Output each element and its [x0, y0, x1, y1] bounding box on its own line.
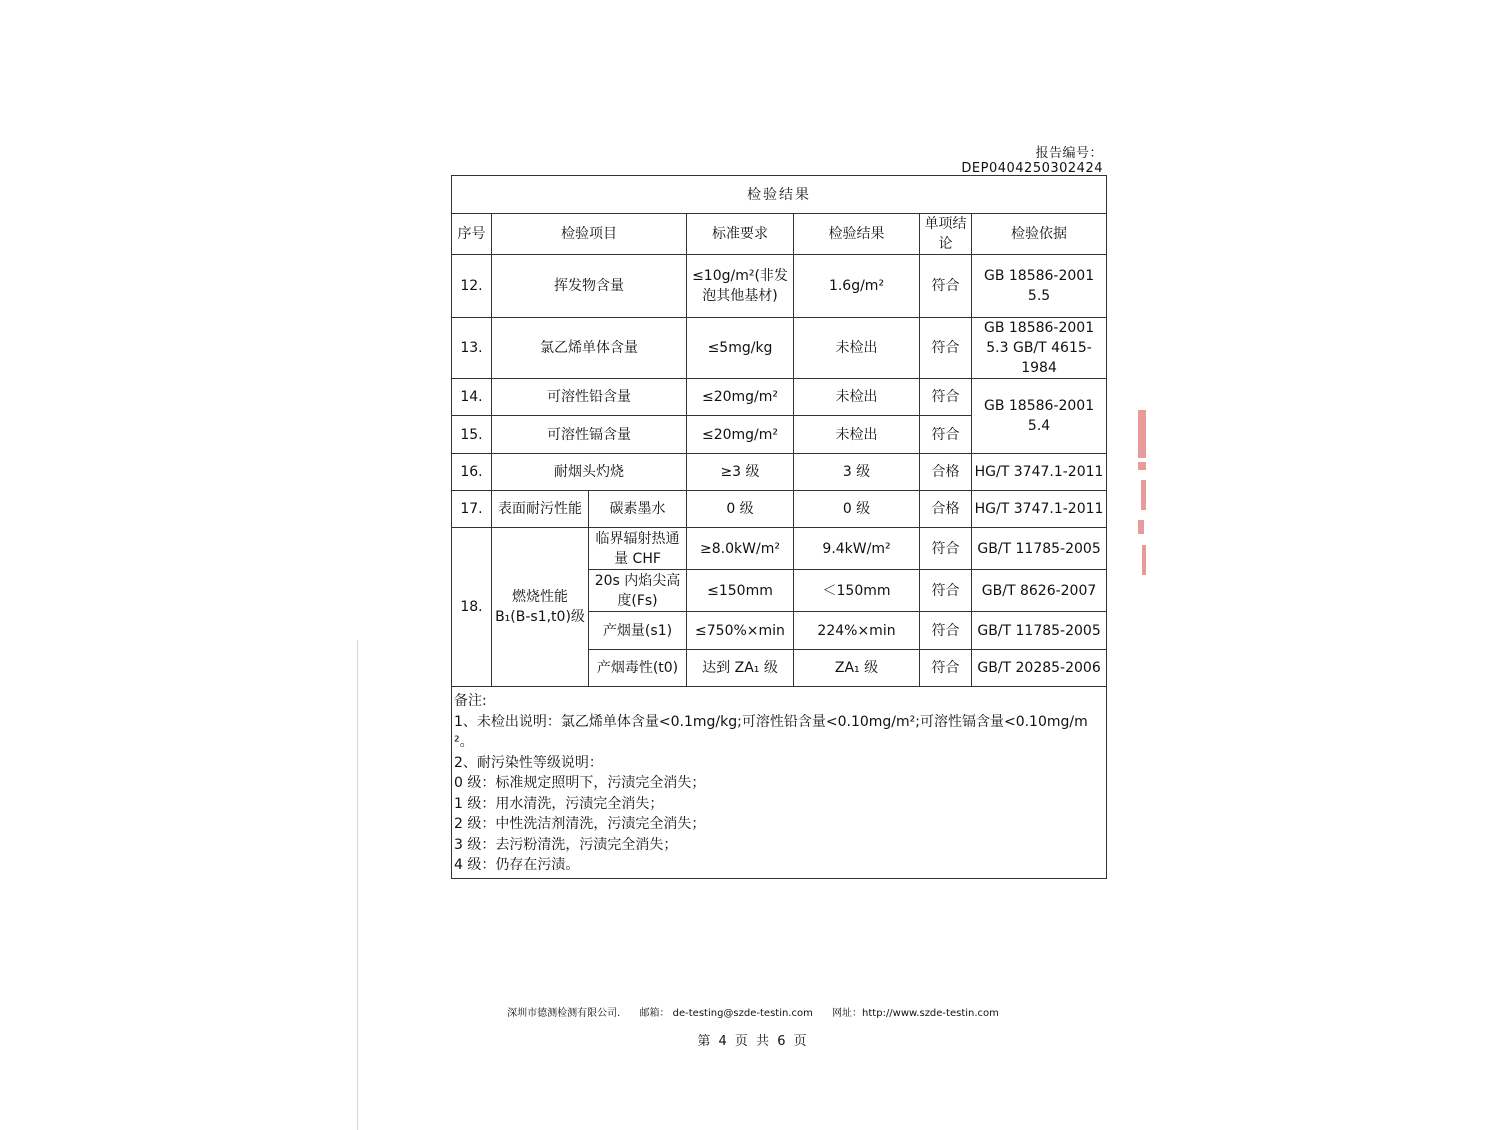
- page-indicator: 第 4 页 共 6 页: [697, 1034, 809, 1049]
- row-standard: ≤20mg/m²: [687, 379, 794, 416]
- row-result: 9.4kW/m²: [794, 528, 920, 570]
- row-subitem: 临界辐射热通量 CHF: [589, 528, 687, 570]
- row-no: 17.: [452, 491, 492, 528]
- note-line: 0 级：标准规定照明下，污渍完全消失；: [454, 775, 706, 791]
- row-no: 16.: [452, 454, 492, 491]
- row-standard: ≤750%×min: [687, 612, 794, 650]
- report-number: 报告编号：DEP0404250302424: [961, 146, 1103, 176]
- row-conclusion: 符合: [920, 612, 972, 650]
- row-result: ZA₁ 级: [794, 650, 920, 687]
- row-basis: GB 18586-2001 5.4: [972, 379, 1107, 454]
- row-subitem: 20s 内焰尖高度(Fs): [589, 570, 687, 612]
- seal-stamp-fragment: [1138, 410, 1148, 575]
- note-line: 2、耐污染性等级说明：: [454, 754, 603, 771]
- row-basis: GB 18586-2001 5.3 GB/T 4615-1984: [972, 318, 1107, 379]
- row-item: 燃烧性能 B₁(B-s1,t0)级: [492, 528, 589, 687]
- row-subitem: 产烟毒性(t0): [589, 650, 687, 687]
- row-no: 12.: [452, 255, 492, 318]
- row-subitem: 碳素墨水: [589, 491, 687, 528]
- row-result: 1.6g/m²: [794, 255, 920, 318]
- row-basis: GB/T 11785-2005: [972, 528, 1107, 570]
- row-conclusion: 符合: [920, 570, 972, 612]
- row-conclusion: 合格: [920, 454, 972, 491]
- notes-section: [452, 687, 1107, 879]
- row-standard: ≤20mg/m²: [687, 416, 794, 454]
- row-conclusion: 合格: [920, 491, 972, 528]
- header-basis: 检验依据: [972, 214, 1107, 255]
- footer-website: 网址：http://www.szde-testin.com: [832, 1008, 999, 1019]
- row-standard: 0 级: [687, 491, 794, 528]
- row-result: 3 级: [794, 454, 920, 491]
- inspection-results-table: [451, 175, 1107, 879]
- row-standard: ≤10g/m²(非发泡其他基材): [687, 255, 794, 318]
- note-line: 4 级：仍存在污渍。: [454, 857, 580, 873]
- row-result: 224%×min: [794, 612, 920, 650]
- header-result: 检验结果: [794, 214, 920, 255]
- footer-email: 邮箱： de-testing@szde-testin.com: [639, 1008, 813, 1019]
- row-standard: ≤5mg/kg: [687, 318, 794, 379]
- row-result: 未检出: [794, 379, 920, 416]
- note-line: 3 级：去污粉清洗，污渍完全消失；: [454, 836, 678, 853]
- header-row: [452, 214, 1107, 255]
- row-no: 14.: [452, 379, 492, 416]
- row-item: 表面耐污性能: [492, 491, 589, 528]
- row-conclusion: 符合: [920, 650, 972, 687]
- table-row: [452, 454, 1107, 491]
- table-row: [452, 255, 1107, 318]
- row-basis: HG/T 3747.1-2011: [972, 491, 1107, 528]
- row-result: 未检出: [794, 416, 920, 454]
- notes-label: 备注:: [454, 693, 487, 709]
- row-conclusion: 符合: [920, 255, 972, 318]
- header-conclusion: 单项结论: [920, 214, 972, 255]
- note-line: 1 级：用水清洗，污渍完全消失；: [454, 795, 664, 812]
- row-conclusion: 符合: [920, 528, 972, 570]
- row-conclusion: 符合: [920, 416, 972, 454]
- row-item: 可溶性镉含量: [492, 416, 687, 454]
- row-item: 氯乙烯单体含量: [492, 318, 687, 379]
- table-row: [452, 491, 1107, 528]
- table-row: [452, 379, 1107, 416]
- row-result: ＜150mm: [794, 570, 920, 612]
- row-item: 可溶性铅含量: [492, 379, 687, 416]
- table-row: [452, 318, 1107, 379]
- scan-edge-line: [357, 640, 358, 1130]
- footer-contact: [0, 1004, 1506, 1019]
- row-standard: ≥3 级: [687, 454, 794, 491]
- note-line: 2 级：中性洗洁剂清洗，污渍完全消失；: [454, 816, 706, 832]
- table-row: [452, 528, 1107, 570]
- row-no: 18.: [452, 528, 492, 687]
- row-item: 挥发物含量: [492, 255, 687, 318]
- row-standard: 达到 ZA₁ 级: [687, 650, 794, 687]
- row-conclusion: 符合: [920, 318, 972, 379]
- row-conclusion: 符合: [920, 379, 972, 416]
- row-standard: ≤150mm: [687, 570, 794, 612]
- row-no: 13.: [452, 318, 492, 379]
- row-item: 耐烟头灼烧: [492, 454, 687, 491]
- row-basis: GB 18586-2001 5.5: [972, 255, 1107, 318]
- table-title: 检验结果: [452, 176, 1107, 214]
- row-no: 15.: [452, 416, 492, 454]
- row-result: 0 级: [794, 491, 920, 528]
- row-basis: GB/T 11785-2005: [972, 612, 1107, 650]
- row-basis: GB/T 8626-2007: [972, 570, 1107, 612]
- note-line: 1、未检出说明：氯乙烯单体含量<0.1mg/kg;可溶性铅含量<0.10mg/m²;可溶性镉含量<0.10mg/m: [454, 713, 1088, 730]
- row-result: 未检出: [794, 318, 920, 379]
- header-item: 检验项目: [492, 214, 687, 255]
- row-basis: GB/T 20285-2006: [972, 650, 1107, 687]
- footer-company: 深圳市德测检测有限公司.: [507, 1008, 621, 1019]
- row-standard: ≥8.0kW/m²: [687, 528, 794, 570]
- header-no: 序号: [452, 214, 492, 255]
- header-standard: 标准要求: [687, 214, 794, 255]
- note-line: ²。: [454, 734, 474, 750]
- row-basis: HG/T 3747.1-2011: [972, 454, 1107, 491]
- row-subitem: 产烟量(s1): [589, 612, 687, 650]
